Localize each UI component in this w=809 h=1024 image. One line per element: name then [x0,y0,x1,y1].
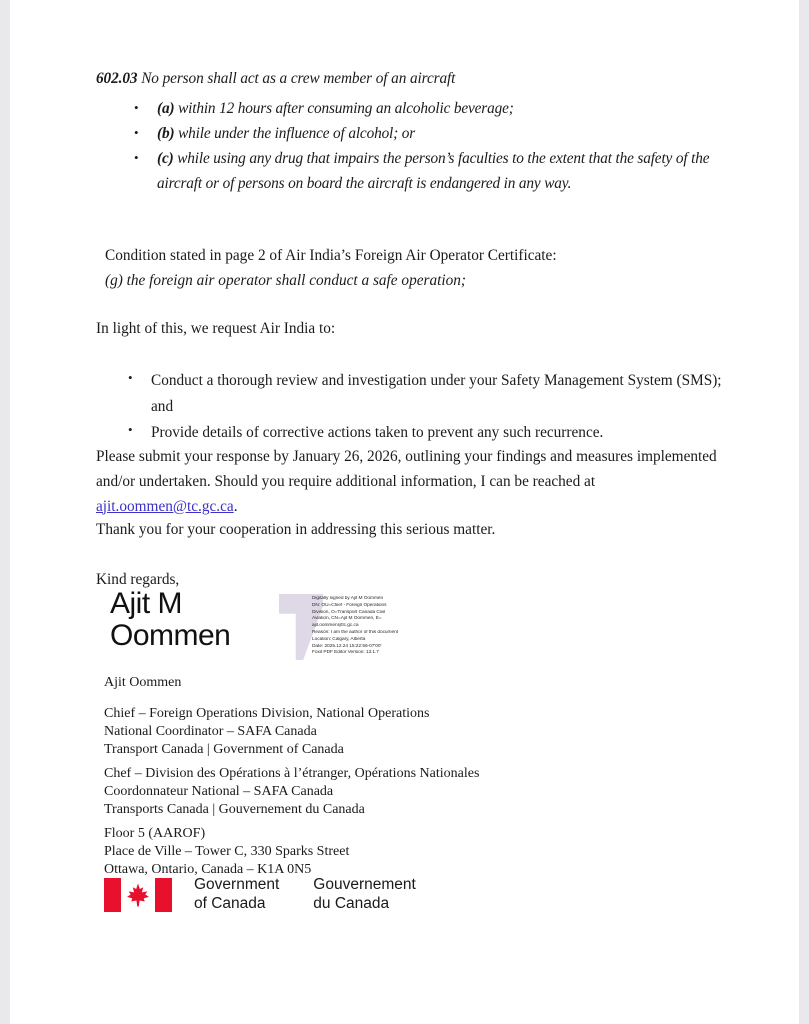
address-line: Ottawa, Ontario, Canada – K1A 0N5 [104,861,312,877]
email-link[interactable]: ajit.oommen@tc.gc.ca [96,497,234,515]
signatory-address [104,825,349,879]
signature-rendered-name [110,588,335,651]
title-line: National Coordinator – SAFA Canada [104,723,317,739]
condition-intro: Condition stated in page 2 of Air India’s Foreign Air Operator Certificate: [105,247,557,264]
wordmark-en [194,876,279,914]
digital-signature [98,588,418,676]
signature-meta-line: DN: OU=Chief - Foreign Operations [312,602,387,608]
request-list [96,368,736,446]
regards-line: Kind regards, [96,571,180,588]
regulation-item-label: (b) [157,125,175,143]
deadline-text-end: . [233,497,238,515]
signature-name-line2: Oommen [110,618,231,651]
address-line: Floor 5 (AAROF) [104,826,206,841]
regulation-item-text: while using any drug that impairs the person’s faculties to the extent that the safety of the aircraft or of persons on board the aircraft is endangered in any way. [157,150,710,193]
list-item: • Conduct a thorough review and investigation under your Safety Management System (SMS); and [96,368,736,420]
wordmark-fr [313,876,416,914]
regulation-item-label: (c) [157,150,174,168]
wordmark-text [194,876,416,914]
list-item [96,122,736,147]
list-item [96,147,736,197]
flag-bar-right [155,878,172,912]
signature-metadata [312,596,444,657]
signature-meta-line: ajit.oommen@tc.gc.ca [312,623,359,629]
signature-meta-line: Division, O=Transport Canada Civil [312,609,386,615]
wordmark-fr-line1: Gouvernement [313,876,416,893]
condition-block [96,244,736,294]
thanks-line: Thank you for your cooperation in addressing this serious matter. [96,521,496,538]
flag-bar-left [104,878,121,912]
deadline-paragraph [96,445,721,519]
signature-meta-line: Reason: I am the author of this document [312,629,398,635]
regulation-block [96,70,736,197]
title-line: Transport Canada | Government of Canada [104,741,344,757]
regulation-heading [96,70,736,88]
regulation-number: 602.03 [96,70,138,87]
deadline-text: Please submit your response by January 26, 2026, outlining your findings and measures implemented and/or undertaken. Should you require additional information, I can be reached at [96,448,717,490]
title-line: Coordonnateur National – SAFA Canada [104,783,334,799]
wordmark-en-line2: of Canada [194,894,266,912]
signature-name-line1: Ajit M [110,588,182,620]
canada-flag-icon [104,878,172,912]
address-line: Place de Ville – Tower C, 330 Sparks Street [104,843,350,859]
signature-meta-line: Foxit PDF Editor Version: 13.1.7 [312,650,379,656]
condition-clause: (g) the foreign air operator shall conduct a safe operation; [105,271,466,289]
wordmark-fr-line2: du Canada [313,894,390,912]
document-page [10,0,799,1024]
government-of-canada-wordmark [104,876,416,914]
signature-meta-line: Location: Calgary, Alberta [312,636,366,642]
list-item: • Provide details of corrective actions taken to prevent any such recurrence. [96,420,736,446]
regulation-list [96,97,736,197]
signatory-name: Ajit Oommen [104,675,182,690]
regulation-item-text: while under the influence of alcohol; or [178,125,416,143]
signature-meta-line: Date: 2025.12.24 15:22:56-07'00' [312,643,382,649]
signatory-title-fr [104,765,479,819]
signature-meta-line: Aviation, CN=Ajit M Oommen, E= [312,616,382,622]
signature-meta-line: Digitally signed by Ajit M Oommen [312,596,384,601]
request-intro: In light of this, we request Air India to: [96,320,336,337]
maple-leaf-icon [125,882,151,908]
list-item [96,97,736,122]
regulation-item-text: within 12 hours after consuming an alcoholic beverage; [178,100,514,118]
wordmark-en-line1: Government [194,876,280,893]
title-line: Chef – Division des Opérations à l’étranger, Opérations Nationales [104,766,480,781]
regulation-item-label: (a) [157,100,175,118]
title-line: Transports Canada | Gouvernement du Canada [104,801,365,817]
title-line: Chief – Foreign Operations Division, National Operations [104,706,430,721]
signatory-title-en [104,705,429,759]
regulation-heading-text: No person shall act as a crew member of an aircraft [141,70,456,87]
